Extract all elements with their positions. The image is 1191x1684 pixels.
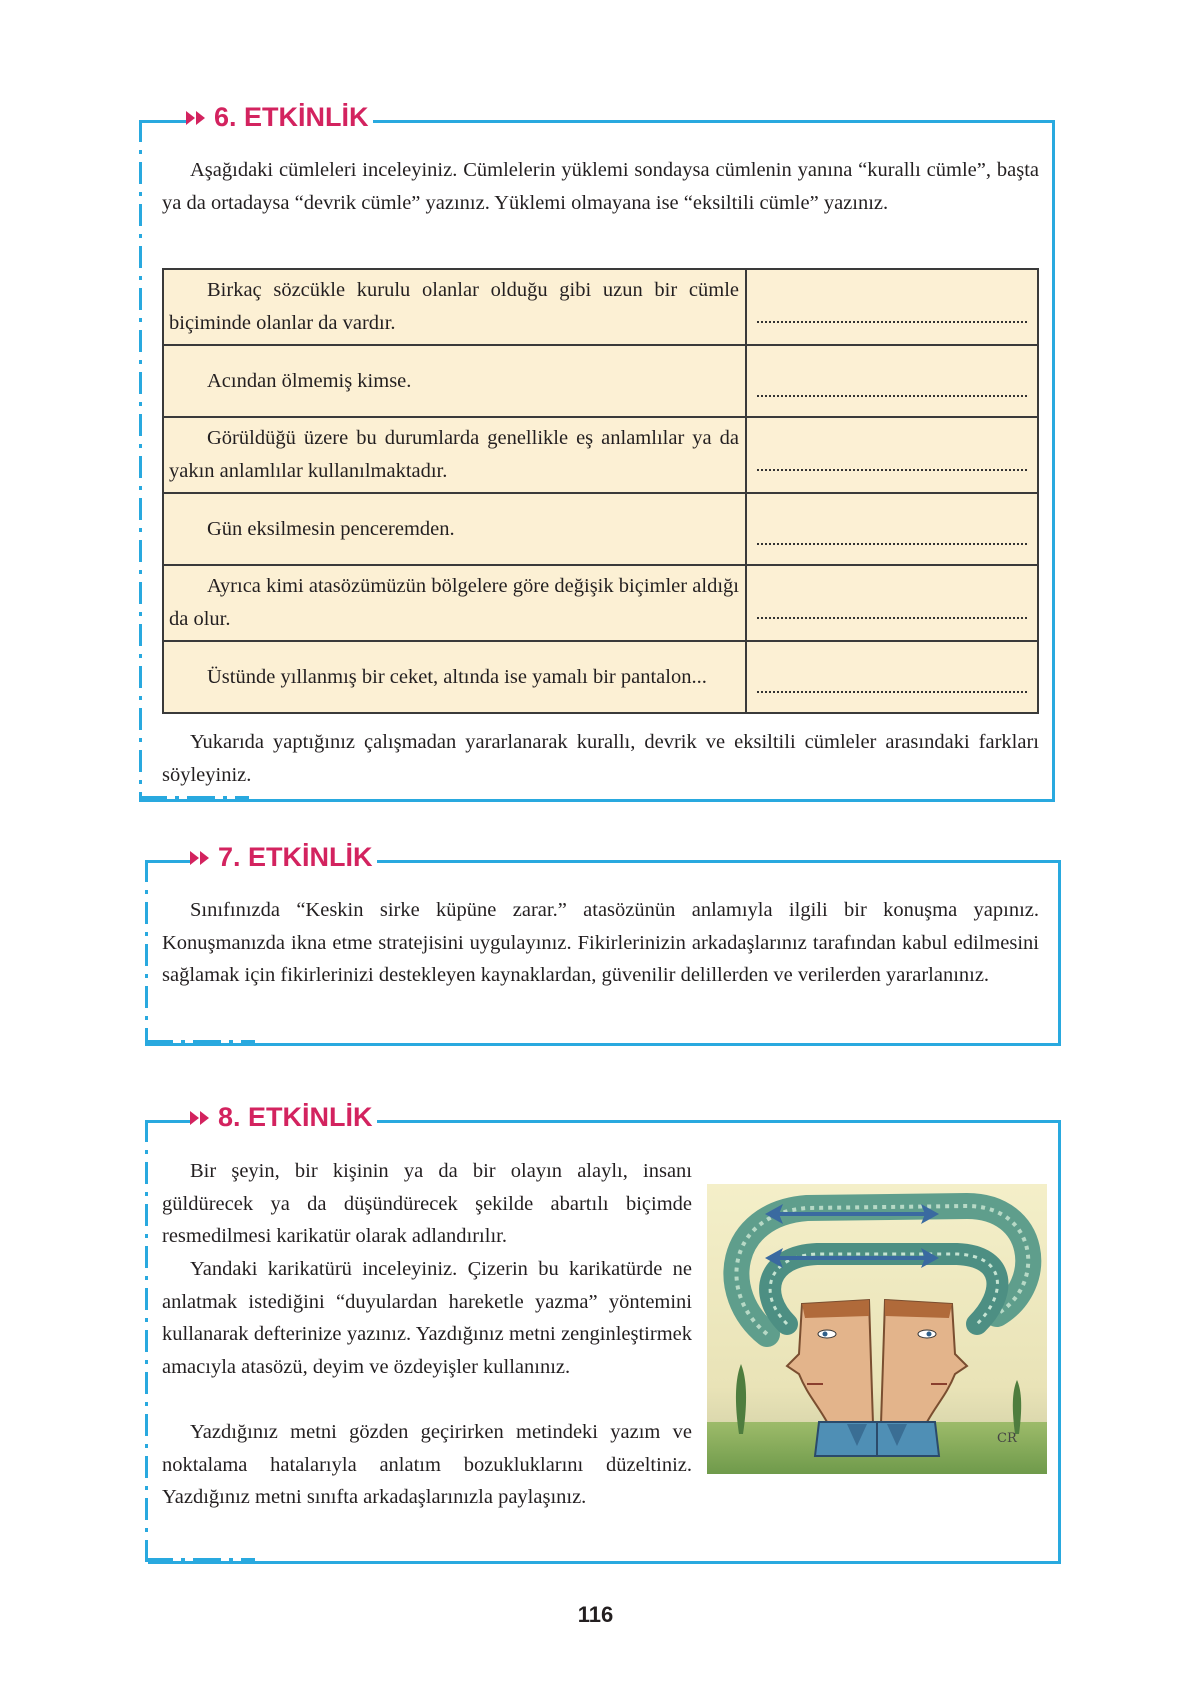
answer-blank[interactable] [746,493,1038,565]
activity-8-p2: Yandaki karikatürü inceleyiniz. Çizerin bu karikatürde ne anlatmak istediğini “duyulardan hareketle yazma” yöntemini kullanarak defterinize yazınız. Yazdığınız metni zenginleştirmek amacıyla atasözü, deyim ve özdeyişler kullanınız. [162,1258,692,1378]
sentence-cell: Birkaç sözcükle kurulu olanlar olduğu gibi uzun bir cümle biçiminde olanlar da vardır. [163,269,746,345]
table-row [163,565,1038,641]
sentence-cell: Acından ölmemiş kimse. [163,345,746,417]
activity-6-top-dash [139,120,185,123]
activity-6-heading [186,102,373,133]
double-arrow-icon [190,851,210,865]
table-row [163,493,1038,565]
activity-6-title: 6. ETKİNLİK [214,102,369,132]
sentence-table [162,268,1039,714]
svg-text:CR: CR [997,1431,1017,1446]
activity-8-title: 8. ETKİNLİK [218,1102,373,1132]
activity-7-bottom-dash [145,1040,255,1043]
activity-6-intro: Aşağıdaki cümleleri inceleyiniz. Cümlelerin yüklemi sondaysa cümlenin yanına “kurallı cümle”, başta ya da ortadaysa “devrik cümle” yazınız. Yüklemi olmayana ise “eksiltili cümle” yazınız. [162,159,1039,214]
answer-blank[interactable] [746,345,1038,417]
activity-7-text: Sınıfınızda “Keskin sirke küpüne zarar.” atasözünün anlamıyla ilgili bir konuşma yapınız. Konuşmanızda ikna etme stratejisini uygulayınız. Fikirlerinizin arkadaşlarınız tarafından kabul edilmesini sağlamak için fikirlerinizi destekleyen kaynaklardan, güvenilir delillerden ve verilerden yararlanınız. [162,899,1039,986]
table-row [163,345,1038,417]
answer-blank[interactable] [746,269,1038,345]
activity-6-bottom-dash [139,796,249,799]
activity-8-bottom-dash [145,1558,255,1561]
activity-6-outro: Yukarıda yaptığınız çalışmadan yararlanarak kurallı, devrik ve eksiltili cümleler arasındaki farkları söyleyiniz. [162,731,1039,786]
table-row [163,641,1038,713]
table-row [163,417,1038,493]
answer-blank[interactable] [746,641,1038,713]
sentence-cell: Gün eksilmesin penceremden. [163,493,746,565]
answer-blank[interactable] [746,417,1038,493]
activity-8-p3: Yazdığınız metni gözden geçirirken metindeki yazım ve noktalama hatalarıyla anlatım bozukluklarını düzeltiniz. Yazdığınız metni sınıfta arkadaşlarınızla paylaşınız. [162,1421,692,1508]
double-arrow-icon [190,1111,210,1125]
double-arrow-icon [186,111,206,125]
table-row [163,269,1038,345]
activity-7-title: 7. ETKİNLİK [218,842,373,872]
activity-7-top-dash [145,860,191,863]
activity-8-p1: Bir şeyin, bir kişinin ya da bir olayın alaylı, insanı güldürecek ya da düşündürecek şekilde abartılı biçimde resmedilmesi karikatür olarak adlandırılır. [162,1160,692,1247]
activity-7-heading [190,842,377,873]
activity-8-top-dash [145,1120,191,1123]
sentence-cell: Üstünde yıllanmış bir ceket, altında ise yamalı bir pantalon... [163,641,746,713]
sentence-cell: Ayrıca kimi atasözümüzün bölgelere göre değişik biçimler aldığı da olur. [163,565,746,641]
sentence-cell: Görüldüğü üzere bu durumlarda genellikle eş anlamlılar ya da yakın anlamlılar kullanılmaktadır. [163,417,746,493]
answer-blank[interactable] [746,565,1038,641]
page-number: 116 [577,1602,614,1627]
activity-8-heading [190,1102,377,1133]
cartoon-image [707,1184,1047,1474]
